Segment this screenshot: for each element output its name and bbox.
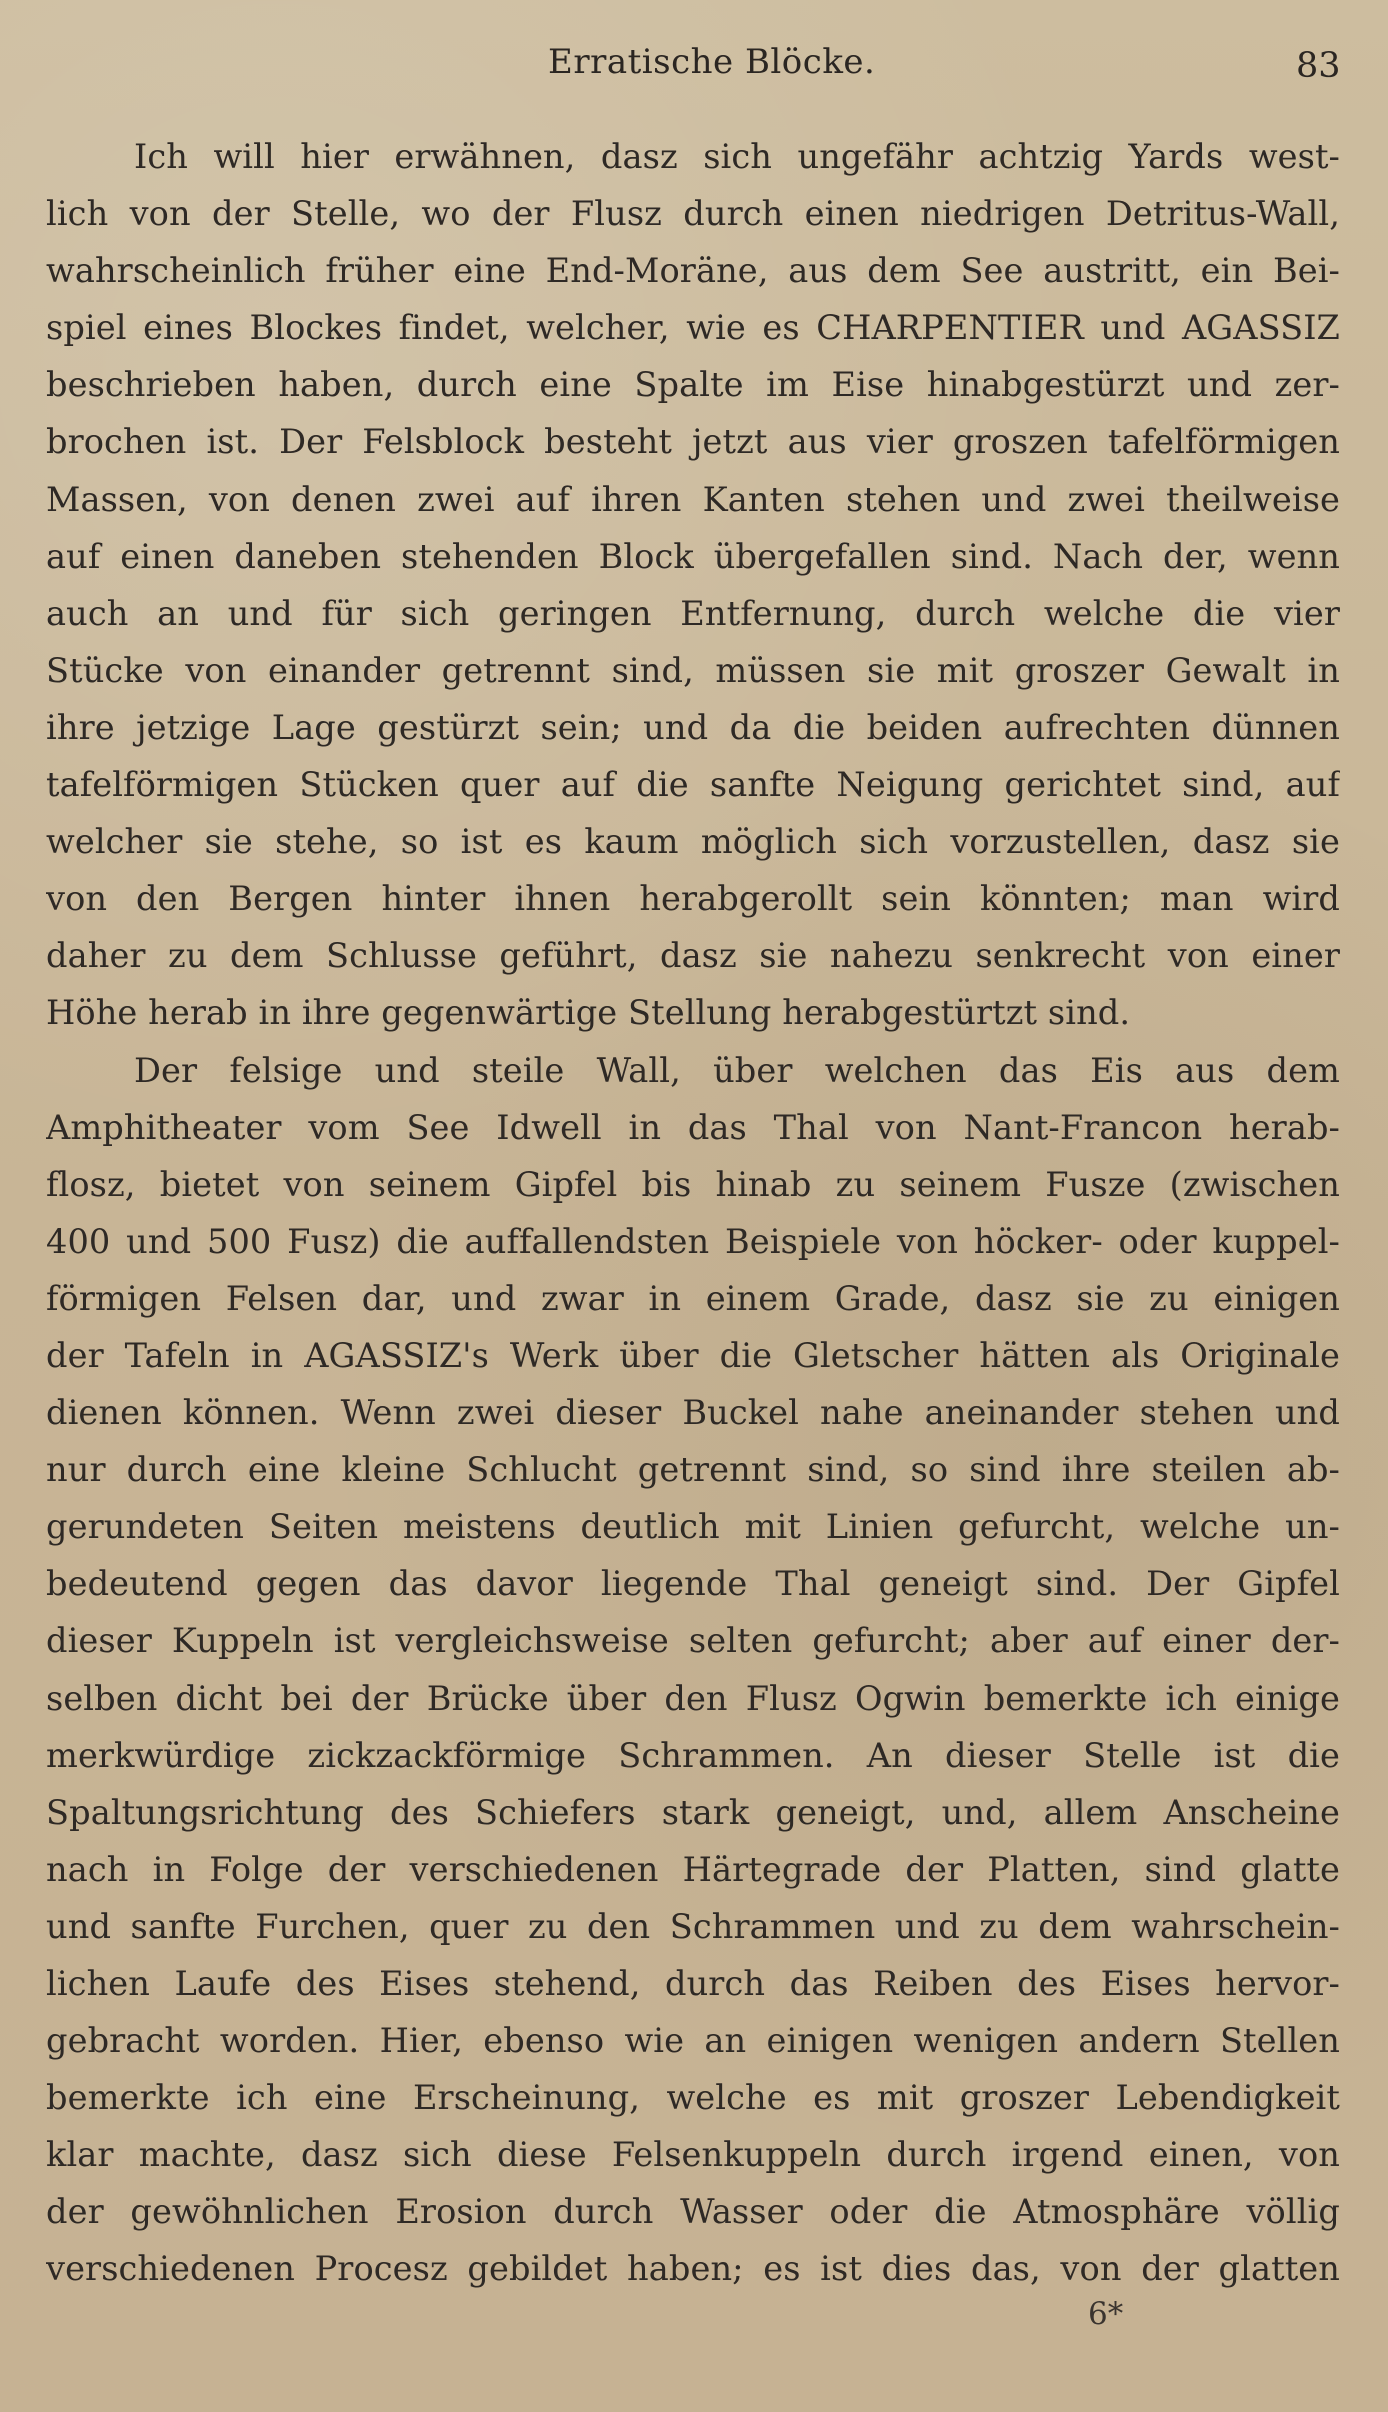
body-line: lichen Laufe des Eises stehend, durch das Reiben des Eises hervor- [46,1964,1340,2003]
body-line: Ich will hier erwähnen, dasz sich ungefähr achtzig Yards west- [134,137,1340,176]
body-line: beschrieben haben, durch eine Spalte im Eise hinabgestürzt und zer- [46,365,1340,405]
body-line: förmigen Felsen dar, und zwar in einem Grade, dasz sie zu einigen [46,1278,1340,1318]
body-line: gerundeten Seiten meistens deutlich mit Linien gefurcht, welche un- [46,1507,1340,1547]
body-line: bemerkte ich eine Erscheinung, welche es mit groszer Lebendigkeit [46,2078,1340,2118]
body-line: brochen ist. Der Felsblock besteht jetzt aus vier groszen tafelförmigen [46,422,1340,462]
body-line: flosz, bietet von seinem Gipfel bis hinab zu seinem Fusze (zwischen [46,1164,1340,1204]
body-line: merkwürdige zickzackförmige Schrammen. An dieser Stelle ist die [46,1735,1340,1775]
running-title: Erratische Blöcke. [548,42,876,82]
body-line: welcher sie stehe, so ist es kaum möglich sich vorzustellen, dasz sie [46,822,1340,862]
body-line: spiel eines Blockes findet, welcher, wie es CHARPENTIER und AGASSIZ [46,308,1340,348]
body-line: selben dicht bei der Brücke über den Flusz Ogwin bemerkte ich einige [46,1678,1340,1718]
body-line: auf einen daneben stehenden Block übergefallen sind. Nach der, wenn [46,536,1340,576]
body-line: der Tafeln in AGASSIZ's Werk über die Gletscher hätten als Originale [46,1335,1340,1375]
body-line: Spaltungsrichtung des Schiefers stark geneigt, und, allem Anscheine [46,1792,1340,1832]
body-line: tafelförmigen Stücken quer auf die sanfte Neigung gerichtet sind, auf [46,765,1340,805]
body-line: Amphitheater vom See Idwell in das Thal von Nant-Francon herab- [46,1107,1340,1147]
body-line: dieser Kuppeln ist vergleichsweise selten gefurcht; aber auf einer der- [46,1621,1340,1661]
body-line: lich von der Stelle, wo der Flusz durch einen niedrigen Detritus-Wall, [46,194,1340,234]
body-line: Der felsige und steile Wall, über welchen das Eis aus dem [134,1050,1340,1090]
body-line: verschiedenen Procesz gebildet haben; es ist dies das, von der glatten [46,2249,1340,2288]
body-line: klar machte, dasz sich diese Felsenkuppeln durch irgend einen, von [46,2135,1340,2175]
page-number: 83 [1296,46,1341,86]
body-line: der gewöhnlichen Erosion durch Wasser oder die Atmosphäre völlig [46,2192,1340,2232]
body-line: Massen, von denen zwei auf ihren Kanten stehen und zwei theilweise [46,479,1340,519]
body-line: wahrscheinlich früher eine End-Moräne, aus dem See austritt, ein Bei- [46,251,1340,291]
body-line: ihre jetzige Lage gestürzt sein; und da die beiden aufrechten dünnen [46,707,1340,747]
body-line: gebracht worden. Hier, ebenso wie an einigen wenigen andern Stellen [46,2021,1340,2061]
body-line: Stücke von einander getrennt sind, müssen sie mit groszer Gewalt in [46,650,1340,690]
body-line: auch an und für sich geringen Entfernung, durch welche die vier [46,593,1340,633]
body-line: von den Bergen hinter ihnen herabgerollt sein könnten; man wird [46,879,1340,919]
body-line: bedeutend gegen das davor liegende Thal geneigt sind. Der Gipfel [46,1564,1340,1604]
body-line: Höhe herab in ihre gegenwärtige Stellung herabgestürtzt sind. [46,993,1131,1033]
body-line: nach in Folge der verschiedenen Härtegrade der Platten, sind glatte [46,1849,1340,1889]
body-line: 400 und 500 Fusz) die auffallendsten Beispiele von höcker- oder kuppel- [46,1221,1340,1261]
text-block [46,128,1340,2288]
signature-mark: 6* [1088,2296,1124,2332]
body-line: und sanfte Furchen, quer zu den Schrammen und zu dem wahrschein- [46,1906,1340,1946]
body-line: daher zu dem Schlusse geführt, dasz sie nahezu senkrecht von einer [46,936,1340,976]
running-head [0,36,1388,96]
body-line: dienen können. Wenn zwei dieser Buckel nahe aneinander stehen und [46,1393,1340,1433]
body-line: nur durch eine kleine Schlucht getrennt sind, so sind ihre steilen ab- [46,1450,1340,1490]
